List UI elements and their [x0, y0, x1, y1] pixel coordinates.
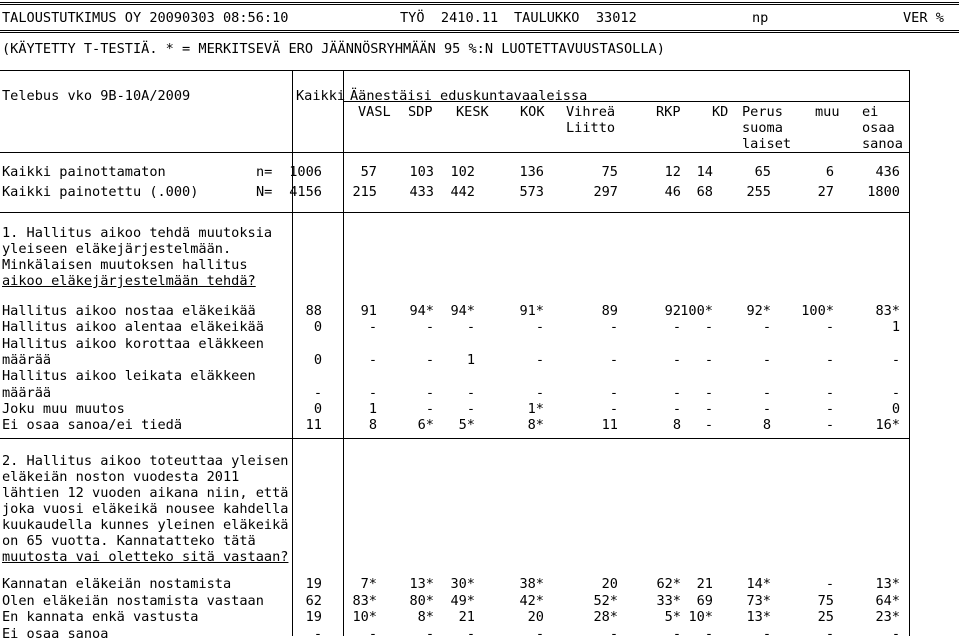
- column-header-2-line1: KESK: [456, 104, 489, 120]
- q1-row-1-cell-1: -: [368, 319, 377, 336]
- column-header-8-line1: muu: [815, 104, 840, 120]
- q2-row-3-cell-8: -: [762, 625, 771, 642]
- q2-row-1-cell-6: 33*: [656, 592, 681, 609]
- q1-row-6-cell-6: -: [672, 400, 681, 417]
- column-header-1-line1: SDP: [408, 104, 433, 120]
- header-company: TALOUSTUTKIMUS OY 20090303 08:56:10: [2, 10, 289, 26]
- q1-row-7-cell-9: -: [825, 417, 834, 434]
- q2-title-line-4: kuukaudella kunnes yleinen eläkeikä: [2, 517, 289, 533]
- q1-row-1-cell-5: -: [609, 319, 618, 336]
- top-rule: [0, 2, 959, 5]
- q2-title-line-0: 2. Hallitus aikoo toteuttaa yleisen: [2, 453, 289, 469]
- base-row-0-cell-9: 6: [825, 164, 834, 180]
- q2-row-3-cell-6: -: [672, 625, 681, 642]
- q1-row-0-cell-1: 91: [360, 303, 377, 319]
- q1-row-3-cell-4: -: [535, 351, 544, 368]
- column-header-0-line1: VASL: [358, 104, 391, 120]
- q2-title-line-3: joka vuosi eläkeikä nousee kahdella: [2, 501, 289, 517]
- q1-row-1-cell-7: -: [704, 319, 713, 336]
- q1-row-label-1: Hallitus aikoo alentaa eläkeikää: [2, 319, 264, 336]
- q2-row-0-cell-5: 20: [601, 576, 618, 592]
- q2-row-1-cell-1: 83*: [352, 592, 377, 609]
- q2-row-0-cell-1: 7*: [360, 576, 377, 592]
- q2-row-2-cell-2: 8*: [417, 609, 434, 625]
- q2-row-2-cell-10: 23*: [875, 609, 900, 625]
- q1-row-5-cell-1: -: [368, 384, 377, 401]
- q1-row-6-cell-2: -: [425, 400, 434, 417]
- q2-row-0-cell-0: 19: [305, 576, 322, 592]
- q2-row-1-cell-10: 64*: [875, 592, 900, 609]
- q1-row-1-cell-10: 1: [891, 319, 900, 336]
- q1-row-6-cell-8: -: [762, 400, 771, 417]
- q1-row-label-7: Ei osaa sanoa/ei tiedä: [2, 417, 183, 434]
- q1-row-0-cell-7: 100*: [680, 303, 713, 319]
- q1-row-3-cell-7: -: [704, 351, 713, 368]
- q1-row-5-cell-4: -: [535, 384, 544, 401]
- table-right-border: [909, 70, 910, 636]
- q1-row-6-cell-5: -: [609, 400, 618, 417]
- column-header-7-line1: Perus: [742, 104, 783, 120]
- base-row-0-cell-2: 103: [409, 164, 434, 180]
- q1-row-7-cell-5: 11: [601, 417, 618, 434]
- q2-row-3-cell-0: -: [313, 625, 322, 642]
- q1-row-3-cell-8: -: [762, 351, 771, 368]
- q2-row-label-1: Olen eläkeiän nostamista vastaan: [2, 592, 264, 609]
- q2-title-line-5: on 65 vuotta. Kannatatteko tätä: [2, 533, 256, 549]
- q1-row-3-cell-1: -: [368, 351, 377, 368]
- q1-row-5-cell-6: -: [672, 384, 681, 401]
- q1-row-3-cell-2: -: [425, 351, 434, 368]
- q2-row-0-cell-4: 38*: [519, 576, 544, 592]
- header-work: TYÖ 2410.11: [400, 10, 499, 26]
- column-header-7-line2: suoma: [742, 120, 783, 136]
- column-header-5-line1: RKP: [656, 104, 681, 120]
- q2-row-1-cell-3: 49*: [450, 592, 475, 609]
- q1-row-7-cell-8: 8: [762, 417, 771, 434]
- q2-row-0-cell-6: 62*: [656, 576, 681, 592]
- q2-row-label-2: En kannata enkä vastusta: [2, 609, 199, 625]
- q1-row-6-cell-0: 0: [313, 400, 322, 417]
- base-row-1-cell-6: 46: [664, 184, 681, 200]
- q2-row-0-cell-9: -: [825, 576, 834, 592]
- total-label: Kaikki: [296, 88, 346, 104]
- column-header-4-line1: Vihreä: [566, 104, 616, 120]
- column-header-3-line1: KOK: [520, 104, 545, 120]
- base-row-1-cell-2: 433: [409, 184, 434, 200]
- base-row-1-cell-7: 68: [696, 184, 713, 200]
- base-row-0-cell-0: 1006: [289, 164, 322, 180]
- base-row-1-cell-1: 215: [352, 184, 377, 200]
- base-row-0-cell-1: 57: [360, 164, 377, 180]
- base-row-0-cell-5: 75: [601, 164, 618, 180]
- q1-row-0-cell-9: 100*: [801, 303, 834, 319]
- q1-row-label-0: Hallitus aikoo nostaa eläkeikää: [2, 303, 256, 319]
- q1-row-1-cell-9: -: [825, 319, 834, 336]
- q2-row-3-cell-9: -: [825, 625, 834, 642]
- q2-row-0-cell-8: 14*: [746, 576, 771, 592]
- q1-row-1-cell-8: -: [762, 319, 771, 336]
- q2-row-2-cell-6: 5*: [664, 609, 681, 625]
- base-row-0-cell-7: 14: [696, 164, 713, 180]
- q1-row-0-cell-2: 94*: [409, 303, 434, 319]
- q1-row-7-cell-0: 11: [305, 417, 322, 434]
- q1-title-line-3: aikoo eläkejärjestelmään tehdä?: [2, 273, 256, 289]
- q2-row-1-cell-2: 80*: [409, 592, 434, 609]
- base-row-1-cell-8: 255: [746, 184, 771, 200]
- q2-row-1-cell-7: 69: [696, 592, 713, 609]
- q1-row-3-cell-6: -: [672, 351, 681, 368]
- q2-row-3-cell-2: -: [425, 625, 434, 642]
- header-np: np: [752, 10, 769, 26]
- header-bottom-border: [0, 152, 910, 153]
- column-header-9-line1: ei: [862, 104, 879, 120]
- base-row-0-cell-4: 136: [519, 164, 544, 180]
- q2-row-3-cell-1: -: [368, 625, 377, 642]
- q1-row-3-cell-0: 0: [313, 351, 322, 368]
- q2-row-2-cell-5: 28*: [593, 609, 618, 625]
- base-row-1-cell-9: 27: [817, 184, 834, 200]
- q1-row-0-cell-3: 94*: [450, 303, 475, 319]
- q2-row-2-cell-0: 19: [305, 609, 322, 625]
- q2-row-1-cell-9: 75: [817, 592, 834, 609]
- total-column-divider-right: [343, 70, 344, 636]
- q2-row-1-cell-5: 52*: [593, 592, 618, 609]
- group-label: Äänestäisi eduskuntavaaleissa: [350, 88, 588, 104]
- column-header-4-line2: Liitto: [566, 120, 616, 136]
- q1-row-0-cell-6: 92: [664, 303, 681, 319]
- q1-row-6-cell-3: -: [466, 400, 475, 417]
- q2-row-label-0: Kannatan eläkeiän nostamista: [2, 576, 232, 592]
- q2-row-2-cell-4: 20: [527, 609, 544, 625]
- q1-row-7-cell-7: -: [704, 417, 713, 434]
- q2-row-1-cell-8: 73*: [746, 592, 771, 609]
- q1-row-5-cell-5: -: [609, 384, 618, 401]
- q1-row-0-cell-0: 88: [305, 303, 322, 319]
- q2-row-2-cell-1: 10*: [352, 609, 377, 625]
- column-header-7-line3: laiset: [742, 136, 792, 152]
- base-bottom-border: [0, 212, 910, 213]
- q2-row-1-cell-0: 62: [305, 592, 322, 609]
- q1-row-label-3: määrää: [2, 351, 52, 368]
- base-row-1-cell-3: 442: [450, 184, 475, 200]
- q1-row-5-cell-7: -: [704, 384, 713, 401]
- q1-row-0-cell-8: 92*: [746, 303, 771, 319]
- base-row-0-cell-10: 436: [875, 164, 900, 180]
- base-row-0-cell-8: 65: [754, 164, 771, 180]
- q1-row-0-cell-4: 91*: [519, 303, 544, 319]
- header-note: (KÄYTETTY T-TESTIÄ. * = MERKITSEVÄ ERO JÄÄNNÖSRYHMÄÄN 95 %:N LUOTETTAVUUSTASOLLA): [2, 41, 665, 57]
- base-row-1-cell-4: 573: [519, 184, 544, 200]
- q1-row-3-cell-5: -: [609, 351, 618, 368]
- base-row-1-cell-0: 4156: [289, 184, 322, 200]
- q1-row-3-cell-9: -: [825, 351, 834, 368]
- q1-row-6-cell-1: 1: [368, 400, 377, 417]
- q1-row-1-cell-6: -: [672, 319, 681, 336]
- q1-row-1-cell-3: -: [466, 319, 475, 336]
- header-table: TAULUKKO 33012: [514, 10, 637, 26]
- q1-row-7-cell-1: 8: [368, 417, 377, 434]
- base-row-0-cell-6: 12: [664, 164, 681, 180]
- q1-row-label-6: Joku muu muutos: [2, 400, 125, 417]
- base-row-n-label-0: n=: [256, 164, 273, 180]
- q2-title-line-6: muutosta vai oletteko sitä vastaan?: [2, 549, 289, 565]
- q2-row-3-cell-3: -: [466, 625, 475, 642]
- total-column-divider-left: [292, 70, 293, 636]
- base-row-n-label-1: N=: [256, 184, 273, 200]
- q1-row-5-cell-0: -: [313, 384, 322, 401]
- q2-row-0-cell-2: 13*: [409, 576, 434, 592]
- q1-row-5-cell-2: -: [425, 384, 434, 401]
- base-row-1-cell-5: 297: [593, 184, 618, 200]
- base-row-label-1: Kaikki painotettu (.000): [2, 184, 199, 200]
- q2-row-3-cell-5: -: [609, 625, 618, 642]
- q1-title-line-1: yleiseen eläkejärjestelmään.: [2, 241, 232, 257]
- q2-row-3-cell-7: -: [704, 625, 713, 642]
- q2-row-2-cell-3: 21: [458, 609, 475, 625]
- q1-row-label-2: Hallitus aikoo korottaa eläkkeen: [2, 335, 264, 352]
- q1-row-3-cell-3: 1: [466, 351, 475, 368]
- q1-row-6-cell-9: -: [825, 400, 834, 417]
- q1-row-5-cell-8: -: [762, 384, 771, 401]
- q1-title-line-2: Minkälaisen muutoksen hallitus: [2, 257, 248, 273]
- q1-row-6-cell-4: 1*: [527, 400, 544, 417]
- column-header-9-line2: osaa: [862, 120, 895, 136]
- base-row-label-0: Kaikki painottamaton: [2, 164, 166, 180]
- q1-row-0-cell-5: 89: [601, 303, 618, 319]
- q1-row-1-cell-2: -: [425, 319, 434, 336]
- q1-title-line-0: 1. Hallitus aikoo tehdä muutoksia: [2, 225, 273, 241]
- q1-row-7-cell-4: 8*: [527, 417, 544, 434]
- q2-row-0-cell-7: 21: [696, 576, 713, 592]
- q2-row-3-cell-10: -: [891, 625, 900, 642]
- q1-row-1-cell-0: 0: [313, 319, 322, 336]
- q1-row-7-cell-3: 5*: [458, 417, 475, 434]
- q1-row-6-cell-10: 0: [891, 400, 900, 417]
- column-header-6-line1: KD: [712, 104, 729, 120]
- q2-row-2-cell-7: 10*: [688, 609, 713, 625]
- base-row-0-cell-3: 102: [450, 164, 475, 180]
- column-header-9-line3: sanoa: [862, 136, 903, 152]
- q1-row-5-cell-3: -: [466, 384, 475, 401]
- q2-row-0-cell-10: 13*: [875, 576, 900, 592]
- q1-row-5-cell-10: -: [891, 384, 900, 401]
- q1-row-7-cell-2: 6*: [417, 417, 434, 434]
- q2-row-label-3: Ei osaa sanoa: [2, 625, 109, 642]
- table-top-border: [0, 70, 910, 71]
- q1-row-0-cell-10: 83*: [875, 303, 900, 319]
- q2-title-line-2: lähtien 12 vuoden aikana niin, että: [2, 485, 289, 501]
- survey-label: Telebus vko 9B-10A/2009: [2, 88, 191, 104]
- q2-row-2-cell-9: 25: [817, 609, 834, 625]
- q2-row-1-cell-4: 42*: [519, 592, 544, 609]
- q1-row-1-cell-4: -: [535, 319, 544, 336]
- q1-row-label-4: Hallitus aikoo leikata eläkkeen: [2, 368, 256, 385]
- q1-row-7-cell-6: 8: [672, 417, 681, 434]
- q1-row-5-cell-9: -: [825, 384, 834, 401]
- q1-bottom-border: [0, 438, 910, 439]
- q1-row-3-cell-10: -: [891, 351, 900, 368]
- q2-row-2-cell-8: 13*: [746, 609, 771, 625]
- q1-row-label-5: määrää: [2, 384, 52, 401]
- q1-row-7-cell-10: 16*: [875, 417, 900, 434]
- header-ver: VER %: [903, 10, 944, 26]
- q1-row-6-cell-7: -: [704, 400, 713, 417]
- mid-rule: [0, 30, 959, 33]
- q2-row-0-cell-3: 30*: [450, 576, 475, 592]
- base-row-1-cell-10: 1800: [867, 184, 900, 200]
- q2-row-3-cell-4: -: [535, 625, 544, 642]
- q2-title-line-1: eläkeiän noston vuodesta 2011: [2, 469, 240, 485]
